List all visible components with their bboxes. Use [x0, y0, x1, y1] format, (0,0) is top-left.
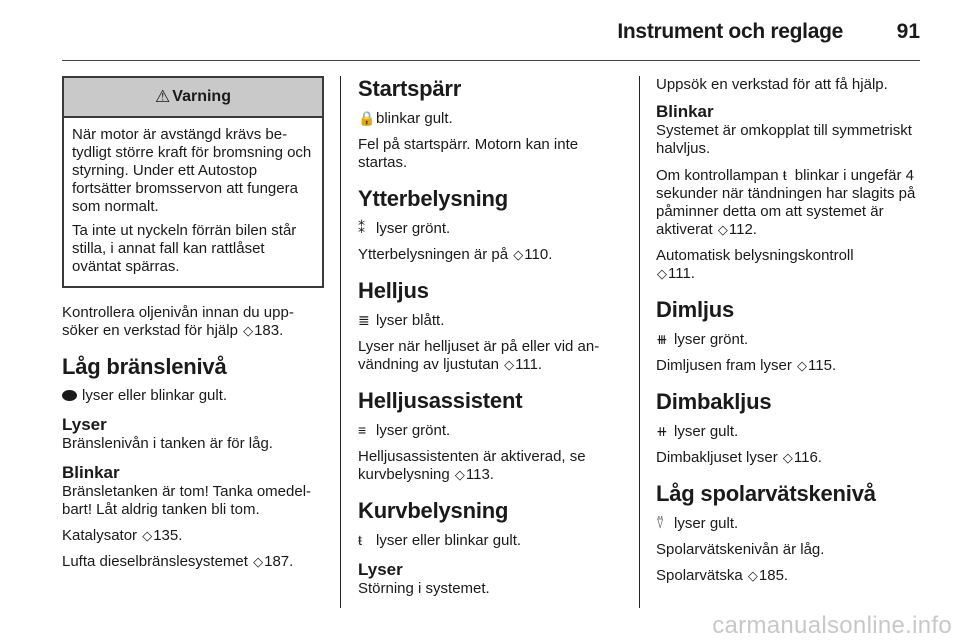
- high-beam-assist-icon: ≡: [358, 422, 367, 438]
- page-ref-arrow-icon: ◇: [657, 266, 667, 281]
- exterior-lamp-line: ⁑ lyser grönt.: [358, 220, 451, 237]
- fog-lamp-line: ⧻ lyser grönt.: [656, 331, 749, 348]
- high-beam-icon: ≣: [358, 312, 370, 328]
- page-ref-arrow-icon: ◇: [454, 467, 465, 482]
- high-beam-text: Lyser när helljuset är på eller vid användning av ljustutan ◇111.: [358, 338, 600, 373]
- column-divider-1: [340, 76, 341, 608]
- column-divider-2: [639, 76, 640, 608]
- immobiliser-lamp-line: 🔒blinkar gult.: [358, 110, 453, 127]
- fog-light-icon: ⧻: [656, 331, 668, 347]
- warning-paragraph: När motor är avstängd krävs betydligt större kraft för bromsning och styrning. Under ett Autostop fortsätter bromsservon att fungera som normalt.: [72, 126, 312, 215]
- page-ref: 183.: [254, 322, 284, 339]
- subheading-blinkar: Blinkar: [656, 102, 714, 121]
- page-ref-arrow-icon: ◇: [513, 247, 524, 262]
- washer-text: Spolarvätskenivån är låg.: [656, 541, 825, 558]
- column-3: [656, 76, 922, 593]
- heading-immobiliser: Startspärr: [358, 76, 462, 101]
- fog-text: Dimljusen fram lyser ◇115.: [656, 357, 837, 374]
- heading-low-fuel: Låg bränslenivå: [62, 354, 227, 379]
- heading-rear-fog: Dimbakljus: [656, 389, 772, 414]
- page-ref-arrow-icon: ◇: [782, 450, 793, 465]
- oil-level-paragraph: Kontrollera oljenivån innan du uppsöker en verkstad för hjälp ◇183.: [62, 304, 294, 339]
- page-ref-arrow-icon: ◇: [243, 323, 254, 338]
- heading-exterior-lights: Ytterbelysning: [358, 186, 509, 211]
- car-lock-icon: 🔒: [358, 110, 376, 126]
- warning-header: [64, 78, 322, 118]
- subheading-blinkar: Blinkar: [62, 463, 120, 482]
- subheading-lyser: Lyser: [62, 415, 107, 434]
- page-header: [0, 0, 960, 60]
- catalyst-ref: Katalysator ◇135.: [62, 527, 183, 544]
- high-beam-assist-text: Helljusassistenten är aktiverad, se kurvbelysning ◇113.: [358, 448, 586, 483]
- page-ref-arrow-icon: ◇: [253, 554, 264, 569]
- heading-fog-lights: Dimljus: [656, 297, 735, 322]
- page-ref-arrow-icon: ◇: [717, 222, 728, 237]
- warning-triangle-icon: ⚠: [155, 87, 171, 106]
- page-ref-arrow-icon: ◇: [504, 357, 515, 372]
- fuel-lamp-line: lyser eller blinkar gult.: [62, 387, 324, 405]
- washer-lamp-line: ⍢ lyser gult.: [656, 515, 739, 532]
- warning-body: [64, 118, 322, 286]
- diesel-ref: Lufta dieselbränslesystemet ◇187.: [62, 553, 294, 570]
- cornering-light-icon: ŧ: [358, 532, 362, 548]
- high-beam-assist-lamp-line: ≡ lyser grönt.: [358, 422, 451, 439]
- watermark: carmanualsonline.info: [712, 612, 952, 639]
- cornering-lyser-text: Störning i systemet.: [358, 580, 490, 597]
- column-2: [358, 76, 624, 606]
- high-beam-lamp-line: ≣ lyser blått.: [358, 312, 445, 329]
- fuel-lamp-icon: [62, 390, 77, 401]
- warning-title: Varning: [172, 88, 231, 105]
- warning-paragraph: Ta inte ut nyckeln förrän bilen står stilla, i annat fall kan rattlåset oväntat spärras.: [72, 222, 297, 275]
- side-lights-icon: ⁑: [358, 220, 365, 236]
- header-divider: [62, 60, 920, 61]
- column-1: [62, 76, 324, 579]
- section-title: Instrument och reglage: [617, 20, 843, 43]
- page-ref-arrow-icon: ◇: [142, 528, 153, 543]
- page-number: 91: [896, 20, 920, 43]
- rear-fog-lamp-line: ⧺ lyser gult.: [656, 423, 739, 440]
- workshop-text: Uppsök en verkstad för att få hjälp.: [656, 76, 888, 93]
- page-ref-arrow-icon: ◇: [747, 568, 758, 583]
- heading-high-beam: Helljus: [358, 278, 429, 303]
- washer-fluid-ref: Spolarvätska ◇185.: [656, 567, 789, 584]
- auto-light-ref: Automatisk belysningskontroll ◇111.: [656, 247, 854, 282]
- page-ref-arrow-icon: ◇: [797, 358, 808, 373]
- warning-box: [62, 76, 324, 288]
- fuel-lyser-text: Bränslenivån i tanken är för låg.: [62, 435, 273, 452]
- cornering-lamp-line: ŧ lyser eller blinkar gult.: [358, 532, 522, 549]
- heading-cornering-light: Kurvbelysning: [358, 498, 509, 523]
- lamp-reminder-text: Om kontrollampan ŧ blinkar i ungefär 4 sekunder när tändningen har slagits på påminner detta om att systemet är aktiverat ◇112.: [656, 167, 916, 238]
- fuel-blinkar-text: Bränsletanken är tom! Tanka omedelbart! Låt aldrig tanken bli tom.: [62, 483, 312, 518]
- exterior-text: Ytterbelysningen är på ◇110.: [358, 246, 553, 263]
- rear-fog-light-icon: ⧺: [656, 423, 668, 439]
- cornering-light-icon: ŧ: [782, 167, 787, 183]
- heading-high-beam-assist: Helljusassistent: [358, 388, 523, 413]
- subheading-lyser: Lyser: [358, 560, 403, 579]
- washer-fluid-icon: ⍢: [656, 515, 665, 531]
- rear-fog-text: Dimbakljuset lyser ◇116.: [656, 449, 822, 466]
- heading-washer-fluid: Låg spolarvätskenivå: [656, 481, 876, 506]
- blinkar-text: Systemet är omkopplat till symmetriskt halvljus.: [656, 122, 912, 157]
- immobiliser-text: Fel på startspärr. Motorn kan inte startas.: [358, 136, 579, 171]
